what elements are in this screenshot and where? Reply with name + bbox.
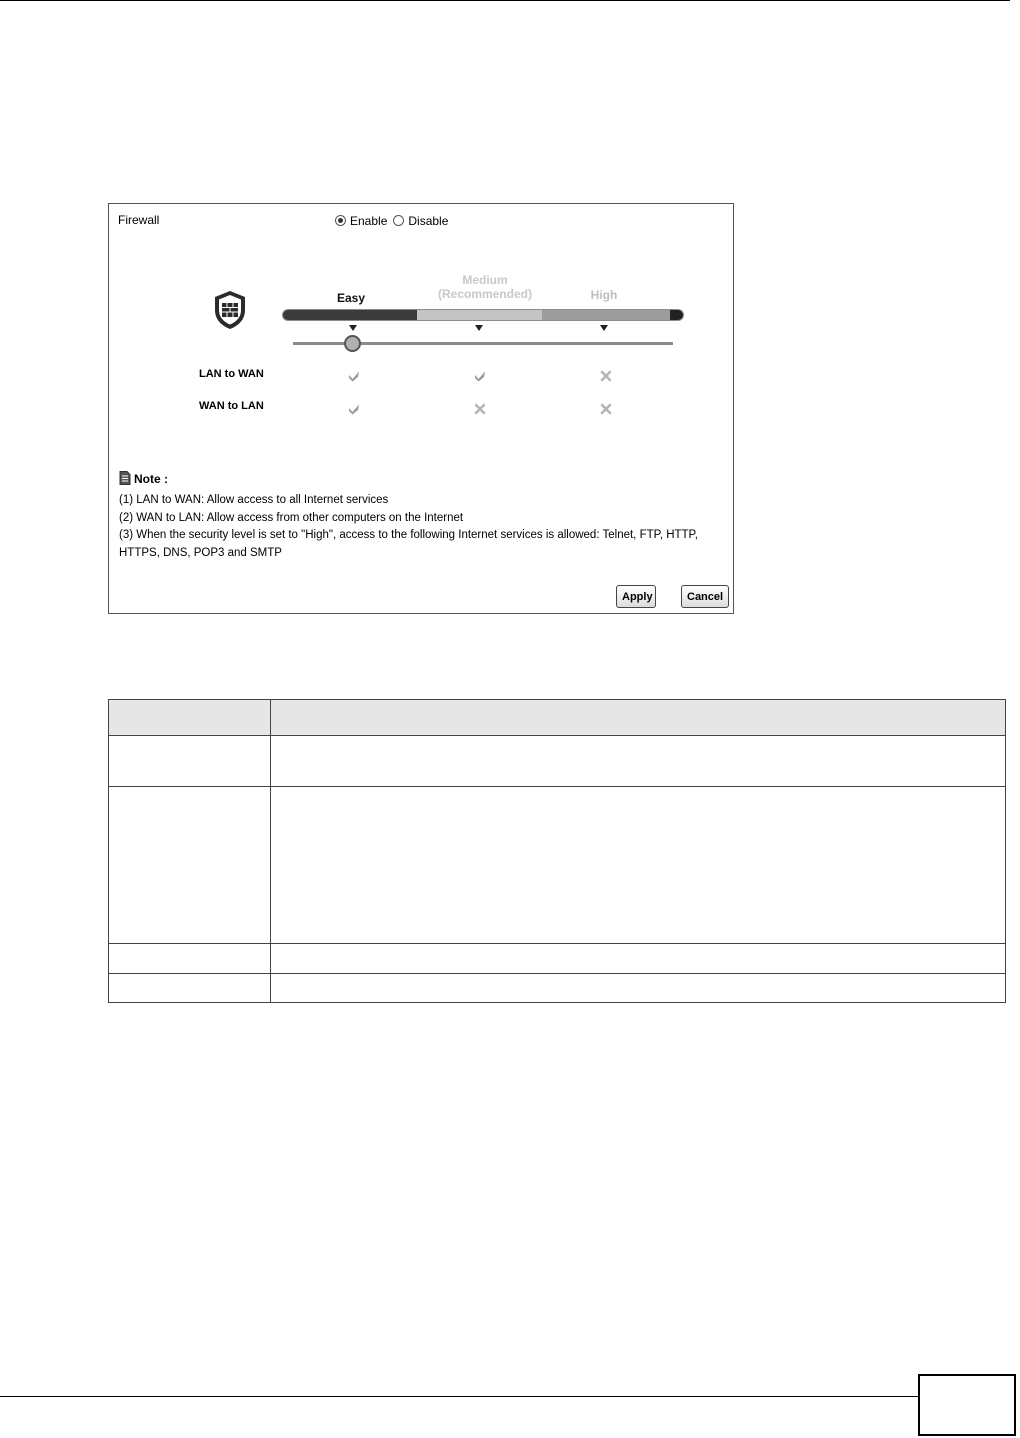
table-row (109, 736, 1006, 787)
table-row (109, 787, 1006, 944)
level-high-label[interactable]: High (590, 288, 618, 302)
enable-label[interactable]: Enable (350, 214, 388, 228)
table-header-cell (271, 700, 1006, 736)
page-number-box (918, 1374, 1016, 1436)
level-easy-label[interactable]: Easy (336, 291, 366, 305)
bar-segment-medium (417, 310, 542, 320)
caret-down-icon (475, 325, 483, 331)
cancel-button[interactable]: Cancel (681, 585, 729, 608)
page-top-rule (0, 0, 1010, 1)
security-level-bar (282, 309, 684, 321)
firewall-panel (108, 203, 734, 614)
bar-segment-end (670, 310, 684, 320)
table-cell (109, 787, 271, 944)
bar-segment-high (542, 310, 670, 320)
security-level-slider-handle[interactable] (344, 335, 361, 352)
level-medium-label[interactable] (425, 273, 545, 301)
table-cell (271, 787, 1006, 944)
table-cell (271, 736, 1006, 787)
table-cell (109, 736, 271, 787)
page-bottom-rule (0, 1396, 918, 1397)
apply-button[interactable]: Apply (616, 585, 656, 608)
note-heading (119, 471, 168, 486)
level-medium-recommended: (Recommended) (437, 287, 532, 301)
caret-down-icon (349, 325, 357, 331)
cross-icon (473, 402, 487, 416)
disable-label[interactable]: Disable (408, 214, 449, 228)
caret-down-icon (600, 325, 608, 331)
table-cell (271, 974, 1006, 1003)
cross-icon (599, 369, 613, 383)
level-medium-name: Medium (462, 273, 508, 287)
note-line: (2) WAN to LAN: Allow access from other computers on the Internet (119, 511, 464, 524)
table-row (109, 974, 1006, 1003)
note-line: (1) LAN to WAN: Allow access to all Internet services (119, 494, 389, 506)
table-header-cell (109, 700, 271, 736)
note-text (119, 492, 724, 562)
firewall-label: Firewall (118, 213, 160, 227)
shield-icon (213, 290, 247, 330)
check-icon (347, 402, 361, 416)
disable-radio[interactable] (393, 215, 404, 226)
check-icon (473, 369, 487, 383)
rule-label-wan-to-lan: WAN to LAN (199, 400, 264, 412)
document-icon (119, 471, 131, 485)
bar-segment-easy (283, 310, 417, 320)
description-table (108, 699, 1006, 1003)
firewall-radio-group (335, 214, 454, 228)
note-title: Note : (134, 472, 168, 486)
check-icon (347, 369, 361, 383)
table-header-row (109, 700, 1006, 736)
table-cell (271, 944, 1006, 974)
table-cell (109, 944, 271, 974)
table-row (109, 944, 1006, 974)
enable-radio[interactable] (335, 215, 346, 226)
rule-label-lan-to-wan: LAN to WAN (199, 368, 264, 380)
table-cell (109, 974, 271, 1003)
note-line: (3) When the security level is set to "High", access to the following Internet services is allowed: Telnet, FTP, HTTP, HTTPS, DNS, POP3 and SMTP (119, 529, 698, 559)
cross-icon (599, 402, 613, 416)
